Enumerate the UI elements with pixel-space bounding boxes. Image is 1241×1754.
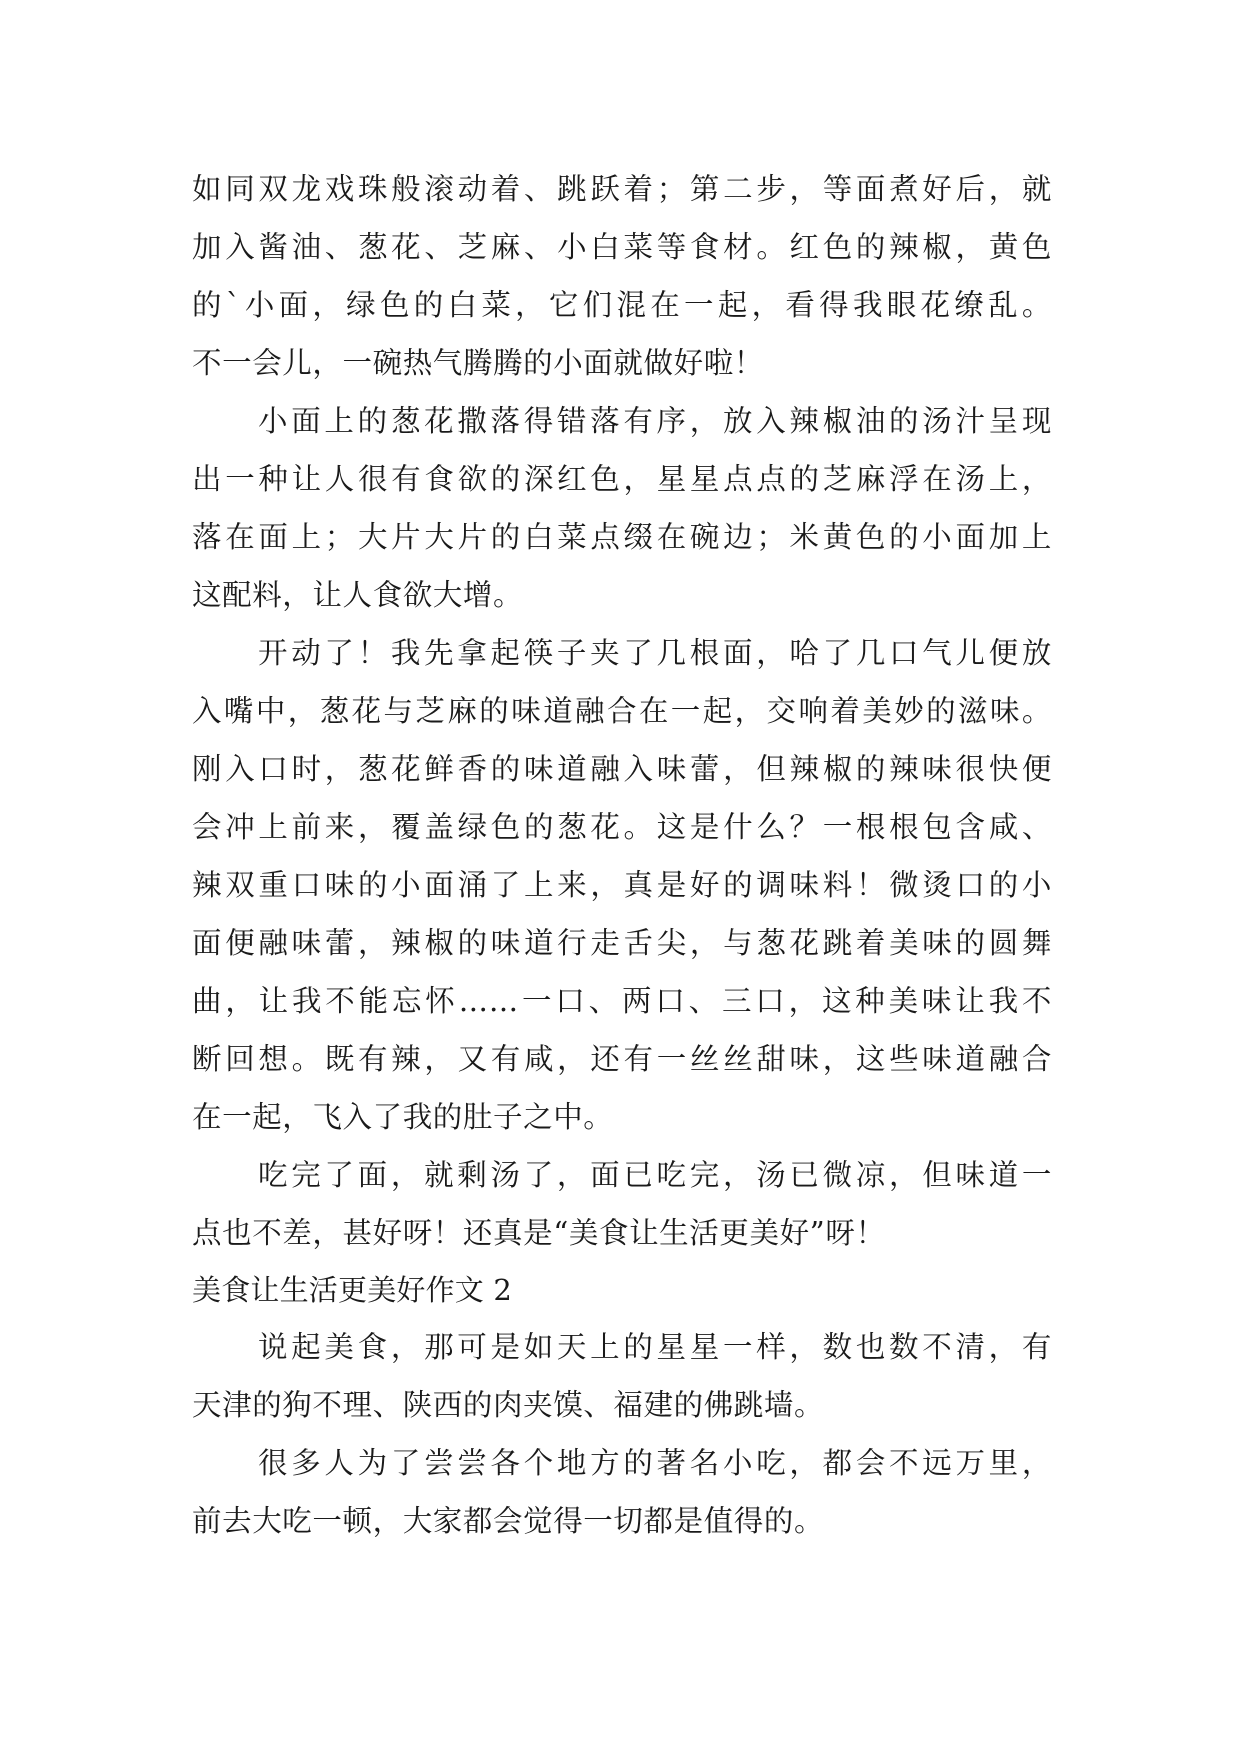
text-line: 这配料，让人食欲大增。 bbox=[192, 578, 524, 612]
paragraph-first-line: 很多人为了尝尝各个地方的著名小吃，都会不远万里， bbox=[258, 1446, 1052, 1480]
text-line: 如同双龙戏珠般滚动着、跳跃着；第二步，等面煮好后，就 bbox=[192, 172, 1052, 206]
text-line: 断回想。既有辣，又有咸，还有一丝丝甜味，这些味道融合 bbox=[192, 1042, 1052, 1076]
text-line: 会冲上前来，覆盖绿色的葱花。这是什么？一根根包含咸、 bbox=[192, 810, 1052, 844]
text-line: 落在面上；大片大片的白菜点缀在碗边；米黄色的小面加上 bbox=[192, 520, 1052, 554]
text-line: 前去大吃一顿，大家都会觉得一切都是值得的。 bbox=[192, 1504, 825, 1538]
text-line: 的`小面，绿色的白菜，它们混在一起，看得我眼花缭乱。 bbox=[192, 288, 1052, 322]
paragraph-first-line: 开动了！我先拿起筷子夹了几根面，哈了几口气儿便放 bbox=[258, 636, 1052, 670]
paragraph-first-line: 小面上的葱花撒落得错落有序，放入辣椒油的汤汁呈现 bbox=[258, 404, 1052, 438]
text-line: 加入酱油、葱花、芝麻、小白菜等食材。红色的辣椒，黄色 bbox=[192, 230, 1052, 264]
text-line: 天津的狗不理、陕西的肉夹馍、福建的佛跳墙。 bbox=[192, 1388, 825, 1422]
paragraph-first-line: 说起美食，那可是如天上的星星一样，数也数不清，有 bbox=[258, 1330, 1052, 1364]
text-line: 刚入口时，葱花鲜香的味道融入味蕾，但辣椒的辣味很快便 bbox=[192, 752, 1052, 786]
text-line: 出一种让人很有食欲的深红色，星星点点的芝麻浮在汤上， bbox=[192, 462, 1052, 496]
text-line: 点也不差，甚好呀！还真是“美食让生活更美好”呀！ bbox=[192, 1216, 886, 1250]
text-line: 在一起，飞入了我的肚子之中。 bbox=[192, 1100, 614, 1134]
paragraph-first-line: 吃完了面，就剩汤了，面已吃完，汤已微凉，但味道一 bbox=[258, 1158, 1052, 1192]
text-line: 不一会儿，一碗热气腾腾的小面就做好啦！ bbox=[192, 346, 764, 380]
text-line: 辣双重口味的小面涌了上来，真是好的调味料！微烫口的小 bbox=[192, 868, 1052, 902]
text-line: 曲，让我不能忘怀……一口、两口、三口，这种美味让我不 bbox=[192, 984, 1052, 1018]
text-line: 入嘴中，葱花与芝麻的味道融合在一起，交响着美妙的滋味。 bbox=[192, 694, 1052, 728]
document-body bbox=[192, 160, 1052, 1550]
section-heading: 美食让生活更美好作文 2 bbox=[192, 1273, 513, 1307]
text-line: 面便融味蕾，辣椒的味道行走舌尖，与葱花跳着美味的圆舞 bbox=[192, 926, 1052, 960]
